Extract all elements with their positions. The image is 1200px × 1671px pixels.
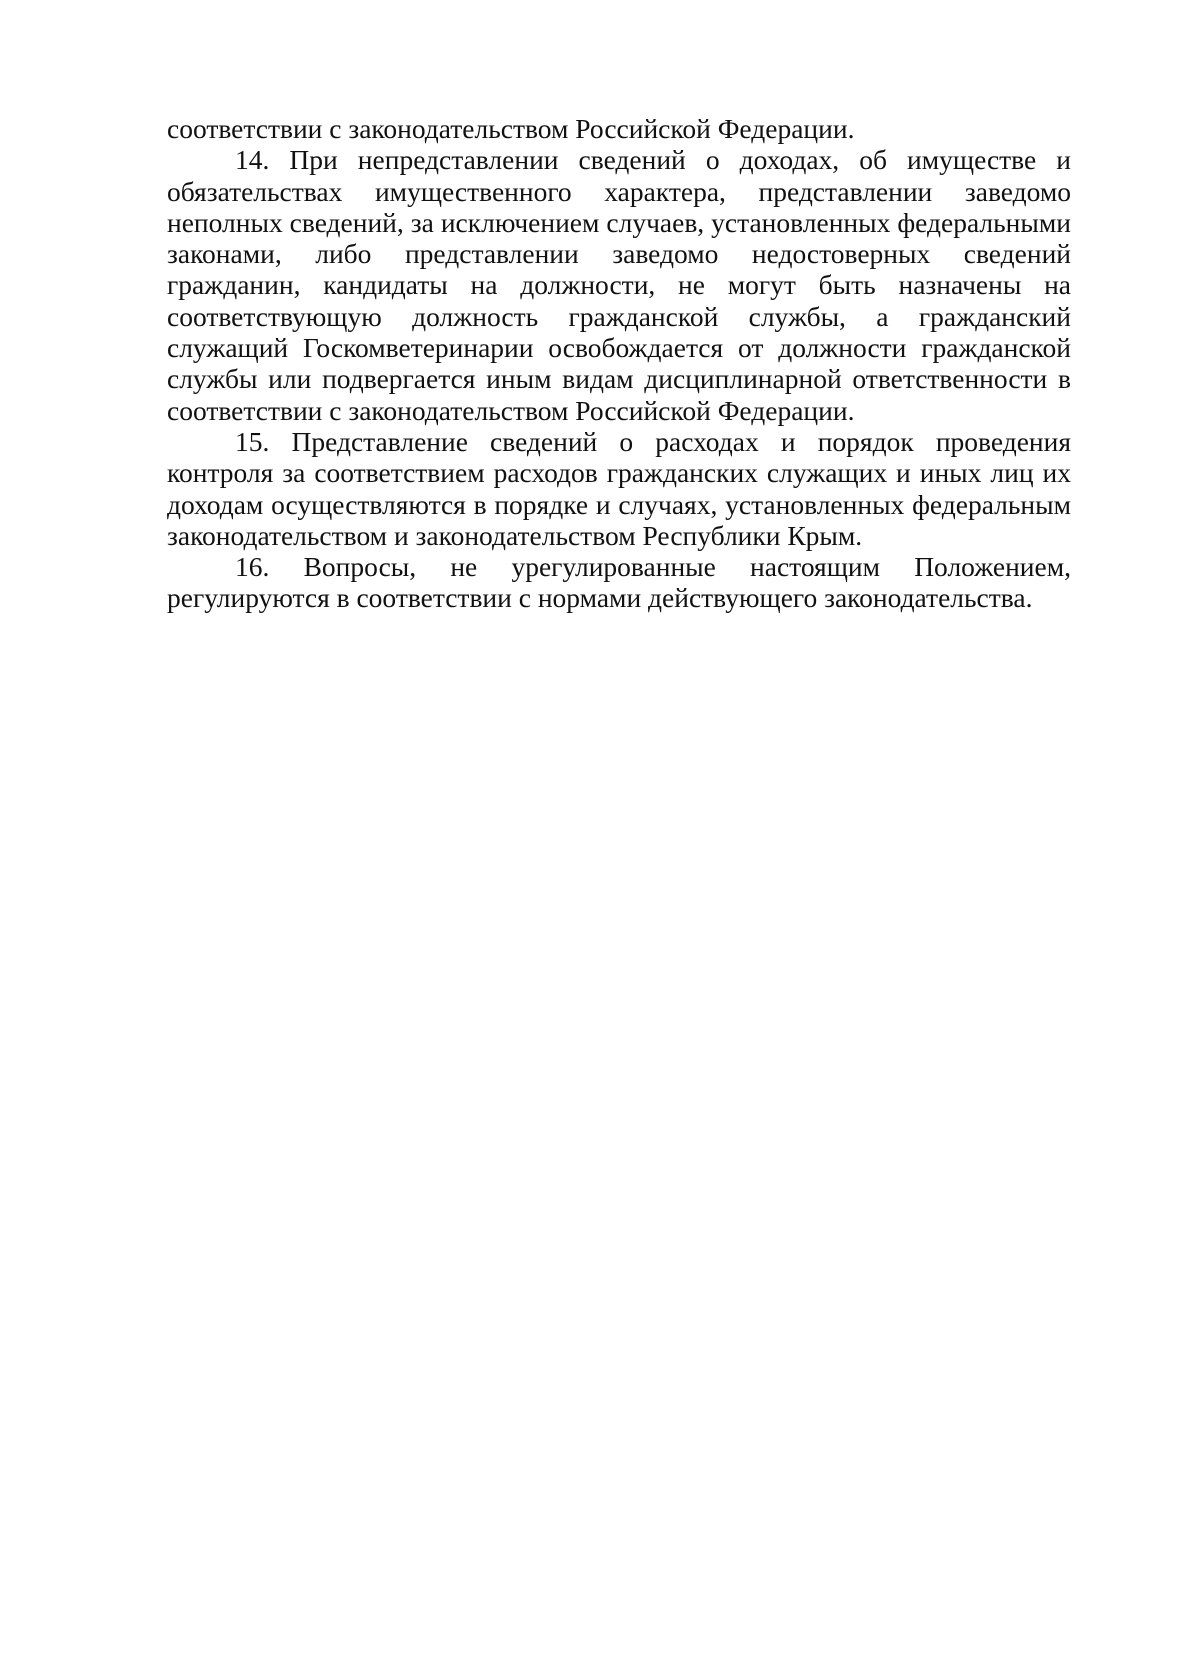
continuation-paragraph: соответствии с законодательством Российской Федерации. (167, 113, 855, 144)
paragraph-16: 16. Вопросы, не урегулированные настоящим Положением, регулируются в соответствии с нормами действующего законодательства. (167, 551, 1071, 614)
paragraph-15: 15. Представление сведений о расходах и порядок проведения контроля за соответствием расходов гражданских служащих и иных лиц их доходам осуществляются в порядке и случаях, установленных федеральным законодательством и законодательством Республики Крым. (167, 425, 1071, 551)
paragraph-14: 14. При непредставлении сведений о доходах, об имуществе и обязательствах имущественного характера, представлении заведомо неполных сведений, за исключением случаев, установленных федеральными законами, либо представлении заведомо недостоверных сведений гражданин, кандидаты на должности, не могут быть назначены на соответствующую должность гражданской службы, а гражданский служащий Госкомветеринарии освобождается от должности гражданской службы или подвергается иным видам дисциплинарной ответственности в соответствии с законодательством Российской Федерации. (167, 144, 1071, 426)
document-body (167, 113, 1071, 614)
